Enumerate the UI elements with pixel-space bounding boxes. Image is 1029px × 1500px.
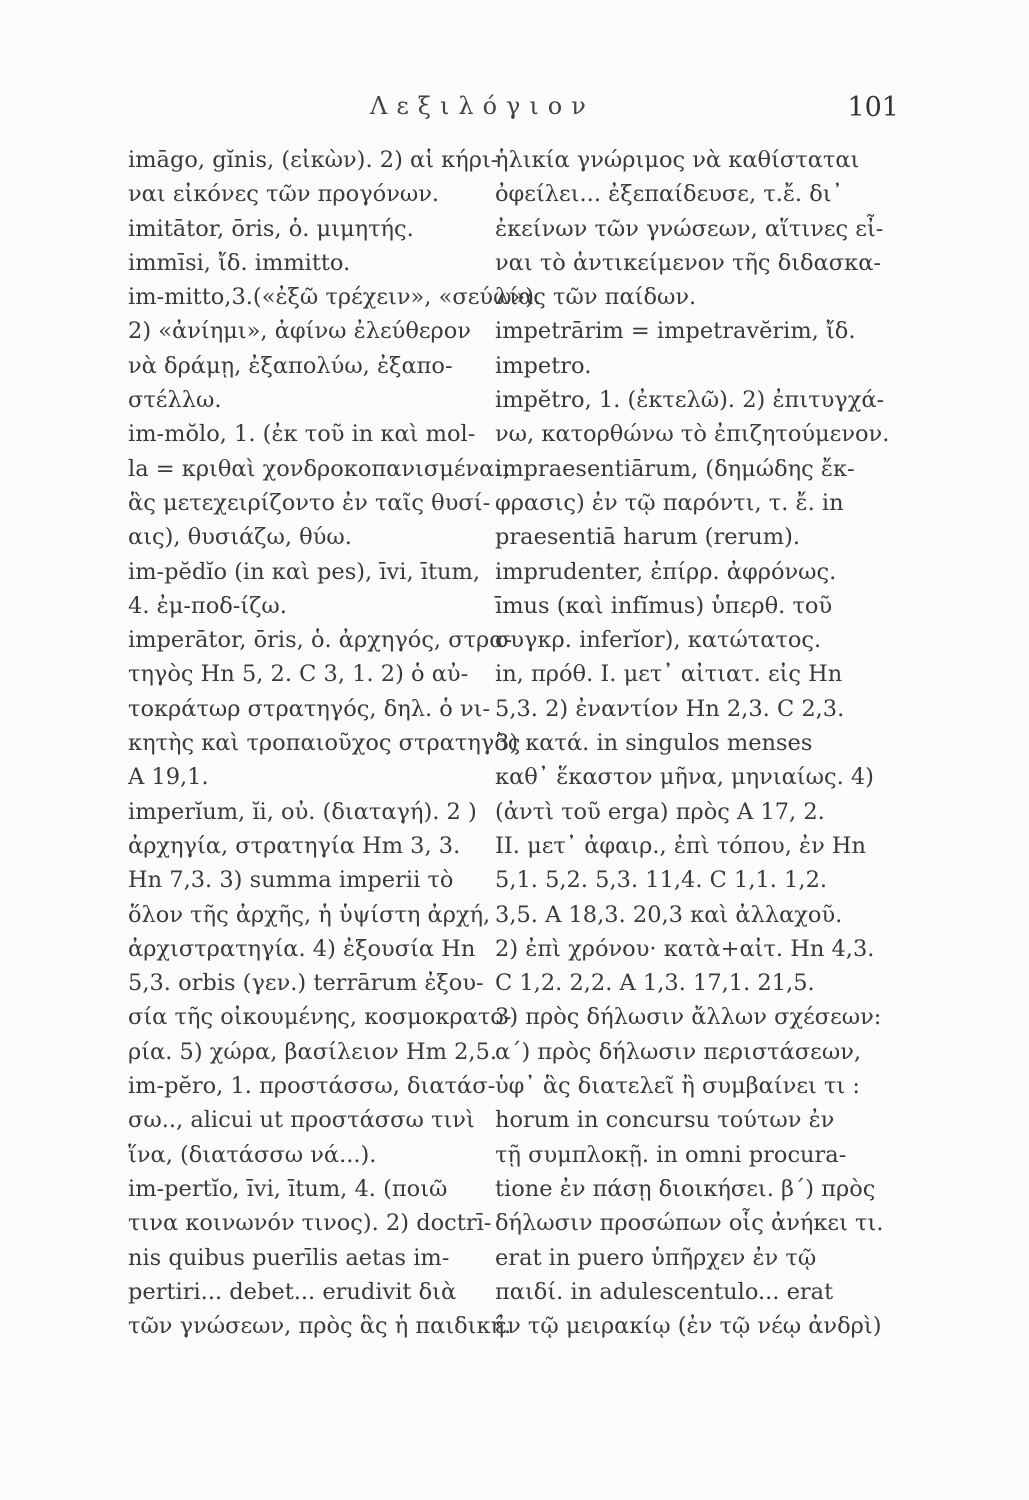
text-line: ὑφ᾽ ἃς διατελεῖ ἢ συμβαίνει τι :: [495, 1073, 860, 1100]
text-line: la = κριθαὶ χονδροκοπανισμέναι,: [128, 455, 511, 482]
text-line: ἀρχιστρατηγία. 4) ἐξουσία Hn: [128, 935, 476, 962]
text-line: 4. ἐμ-ποδ-ίζω.: [128, 592, 287, 619]
text-line: ἀρχηγία, στρατηγία Hm 3, 3.: [128, 832, 461, 859]
text-line: immīsi, ἴδ. immitto.: [128, 249, 351, 276]
text-line: σω.., alicui ut προστάσσω τινὶ: [128, 1107, 475, 1134]
text-line: ἡλικία γνώριμος νὰ καθίσταται: [495, 147, 860, 173]
text-line: imperātor, ōris, ὁ. ἀρχηγός, στρα-: [128, 627, 513, 654]
text-line: im-pĕdĭo (in καὶ pes), īvi, ītum,: [128, 558, 480, 585]
text-line: 2) ἐπὶ χρόνου· κατὰ+αἰτ. Hn 4,3.: [495, 935, 875, 962]
text-line: A 19,1.: [128, 764, 209, 791]
text-line: ἃς μετεχειρίζοντο ἐν ταῖς θυσί-: [128, 489, 491, 516]
text-line: im-pertĭo, īvi, ītum, 4. (ποιῶ: [128, 1175, 448, 1202]
text-line: imperĭum, ĭi, οὐ. (διαταγή). 2 ): [128, 798, 477, 825]
text-line: σία τῆς οἰκουμένης, κοσμοκρατο-: [128, 1004, 512, 1031]
text-line: im-mŏlo, 1. (ἐκ τοῦ in καὶ mol-: [128, 421, 476, 448]
text-line: II. μετ᾽ ἀφαιρ., ἐπὶ τόπου, ἐν Hn: [495, 832, 867, 859]
text-line: παιδί. in adulescentulo... erat: [495, 1278, 834, 1305]
text-line: tione ἐν πάσῃ διοικήσει. β΄) πρὸς: [495, 1175, 876, 1202]
text-line: δήλωσιν προσώπων οἷς ἀνήκει τι.: [495, 1210, 884, 1237]
text-line: ἐκείνων τῶν γνώσεων, αἵτινες εἶ-: [495, 215, 884, 242]
text-line: ναι τὸ ἀντικείμενον τῆς διδασκα-: [495, 249, 882, 276]
text-line: 3) κατά. in singulos menses: [495, 730, 813, 757]
text-line: τῶν γνώσεων, πρὸς ἃς ἡ παιδική.: [128, 1313, 512, 1340]
text-line: τινα κοινωνόν τινος). 2) doctrī-: [128, 1210, 492, 1237]
text-line: in, πρόθ. I. μετ᾽ αἰτιατ. εἰς Hn: [495, 661, 843, 688]
text-line: νὰ δράμῃ, ἐξαπολύω, ἐξαπο-: [128, 352, 453, 379]
text-line: ἵνα, (διατάσσω νά...).: [128, 1141, 377, 1168]
text-line: φρασις) ἐν τῷ παρόντι, τ. ἔ. in: [495, 489, 844, 516]
left-column: [128, 143, 542, 1343]
text-line: impraesentiārum, (δημώδης ἔκ-: [495, 455, 855, 482]
text-line: īmus (καὶ infĭmus) ὑπερθ. τοῦ: [495, 592, 833, 619]
text-line: impetrārim = impetravĕrim, ἴδ.: [495, 318, 856, 345]
text-line: nis quibus puerīlis aetas im-: [128, 1244, 450, 1271]
text-line: ὅλον τῆς ἀρχῆς, ἡ ὑψίστη ἀρχή,: [128, 901, 491, 928]
text-line: 5,3. orbis (γεν.) terrārum ἐξου-: [128, 970, 484, 997]
text-line: 5,3. 2) ἐναντίον Hn 2,3. C 2,3.: [495, 695, 845, 722]
text-line: 3,5. A 18,3. 20,3 καὶ ἀλλαχοῦ.: [495, 901, 843, 928]
text-line: τηγὸς Hn 5, 2. C 3, 1. 2) ὁ αὐ-: [128, 661, 469, 688]
text-line: 3) πρὸς δήλωσιν ἄλλων σχέσεων:: [495, 1004, 882, 1031]
text-line: 5,1. 5,2. 5,3. 11,4. C 1,1. 1,2.: [495, 867, 828, 894]
text-line: C 1,2. 2,2. A 1,3. 17,1. 21,5.: [495, 970, 815, 997]
text-line: στέλλω.: [128, 387, 222, 414]
text-line: α΄) πρὸς δήλωσιν περιστάσεων,: [495, 1038, 862, 1065]
text-line: im-pĕro, 1. προστάσσω, διατάσ-: [128, 1073, 496, 1100]
page-header: [0, 92, 1029, 132]
text-line: νω, κατορθώνω τὸ ἐπιζητούμενον.: [495, 421, 890, 448]
text-line: imitātor, ōris, ὁ. μιμητής.: [128, 215, 414, 242]
text-line: κητὴς καὶ τροπαιοῦχος στρατηγὸς: [128, 730, 521, 757]
text-line: im-mitto,3.(«ἐξῶ τρέχειν», «σεύω»).: [128, 284, 542, 311]
text-line: pertiri... debet... erudivit διὰ: [128, 1278, 457, 1305]
text-line: ἐν τῷ μειρακίῳ (ἐν τῷ νέῳ ἀνδρὶ): [495, 1313, 882, 1340]
right-column: [495, 143, 900, 1343]
text-line: ναι εἰκόνες τῶν προγόνων.: [128, 181, 440, 208]
text-line: τῇ συμπλοκῇ. in omni procura-: [495, 1141, 847, 1168]
text-line: impetro.: [495, 352, 592, 379]
text-line: τοκράτωρ στρατηγός, δηλ. ὁ νι-: [128, 695, 491, 722]
text-line: καθ᾽ ἕκαστον μῆνα, μηνιαίως. 4): [495, 764, 874, 791]
text-line: imāgo, gĭnis, (εἰκὼν). 2) αἱ κήρι-: [128, 147, 499, 173]
text-line: ὀφείλει... ἐξεπαίδευσε, τ.ἔ. δι᾽: [495, 181, 843, 208]
text-line: ρία. 5) χώρα, βασίλειον Hm 2,5.: [128, 1038, 498, 1065]
text-line: (ἀντὶ τοῦ erga) πρὸς A 17, 2.: [495, 798, 825, 825]
text-line: αις), θυσιάζω, θύω.: [128, 524, 352, 551]
text-line: horum in concursu τούτων ἐν: [495, 1107, 835, 1134]
text-line: impĕtro, 1. (ἐκτελῶ). 2) ἐπιτυγχά-: [495, 387, 885, 414]
text-line: erat in puero ὑπῆρχεν ἐν τῷ: [495, 1244, 817, 1271]
text-line: 2) «ἀνίημι», ἀφίνω ἐλεύθερον: [128, 318, 471, 345]
text-line: Hn 7,3. 3) summa imperii τὸ: [128, 867, 454, 894]
text-line: συγκρ. inferĭor), κατώτατος.: [495, 627, 822, 654]
text-line: imprudenter, ἐπίρρ. ἀφρόνως.: [495, 558, 837, 585]
page-number: 101: [847, 92, 899, 123]
running-title: Λεξιλόγιον: [370, 92, 595, 120]
text-line: praesentiā harum (rerum).: [495, 524, 801, 551]
text-line: λίας τῶν παίδων.: [495, 284, 697, 311]
